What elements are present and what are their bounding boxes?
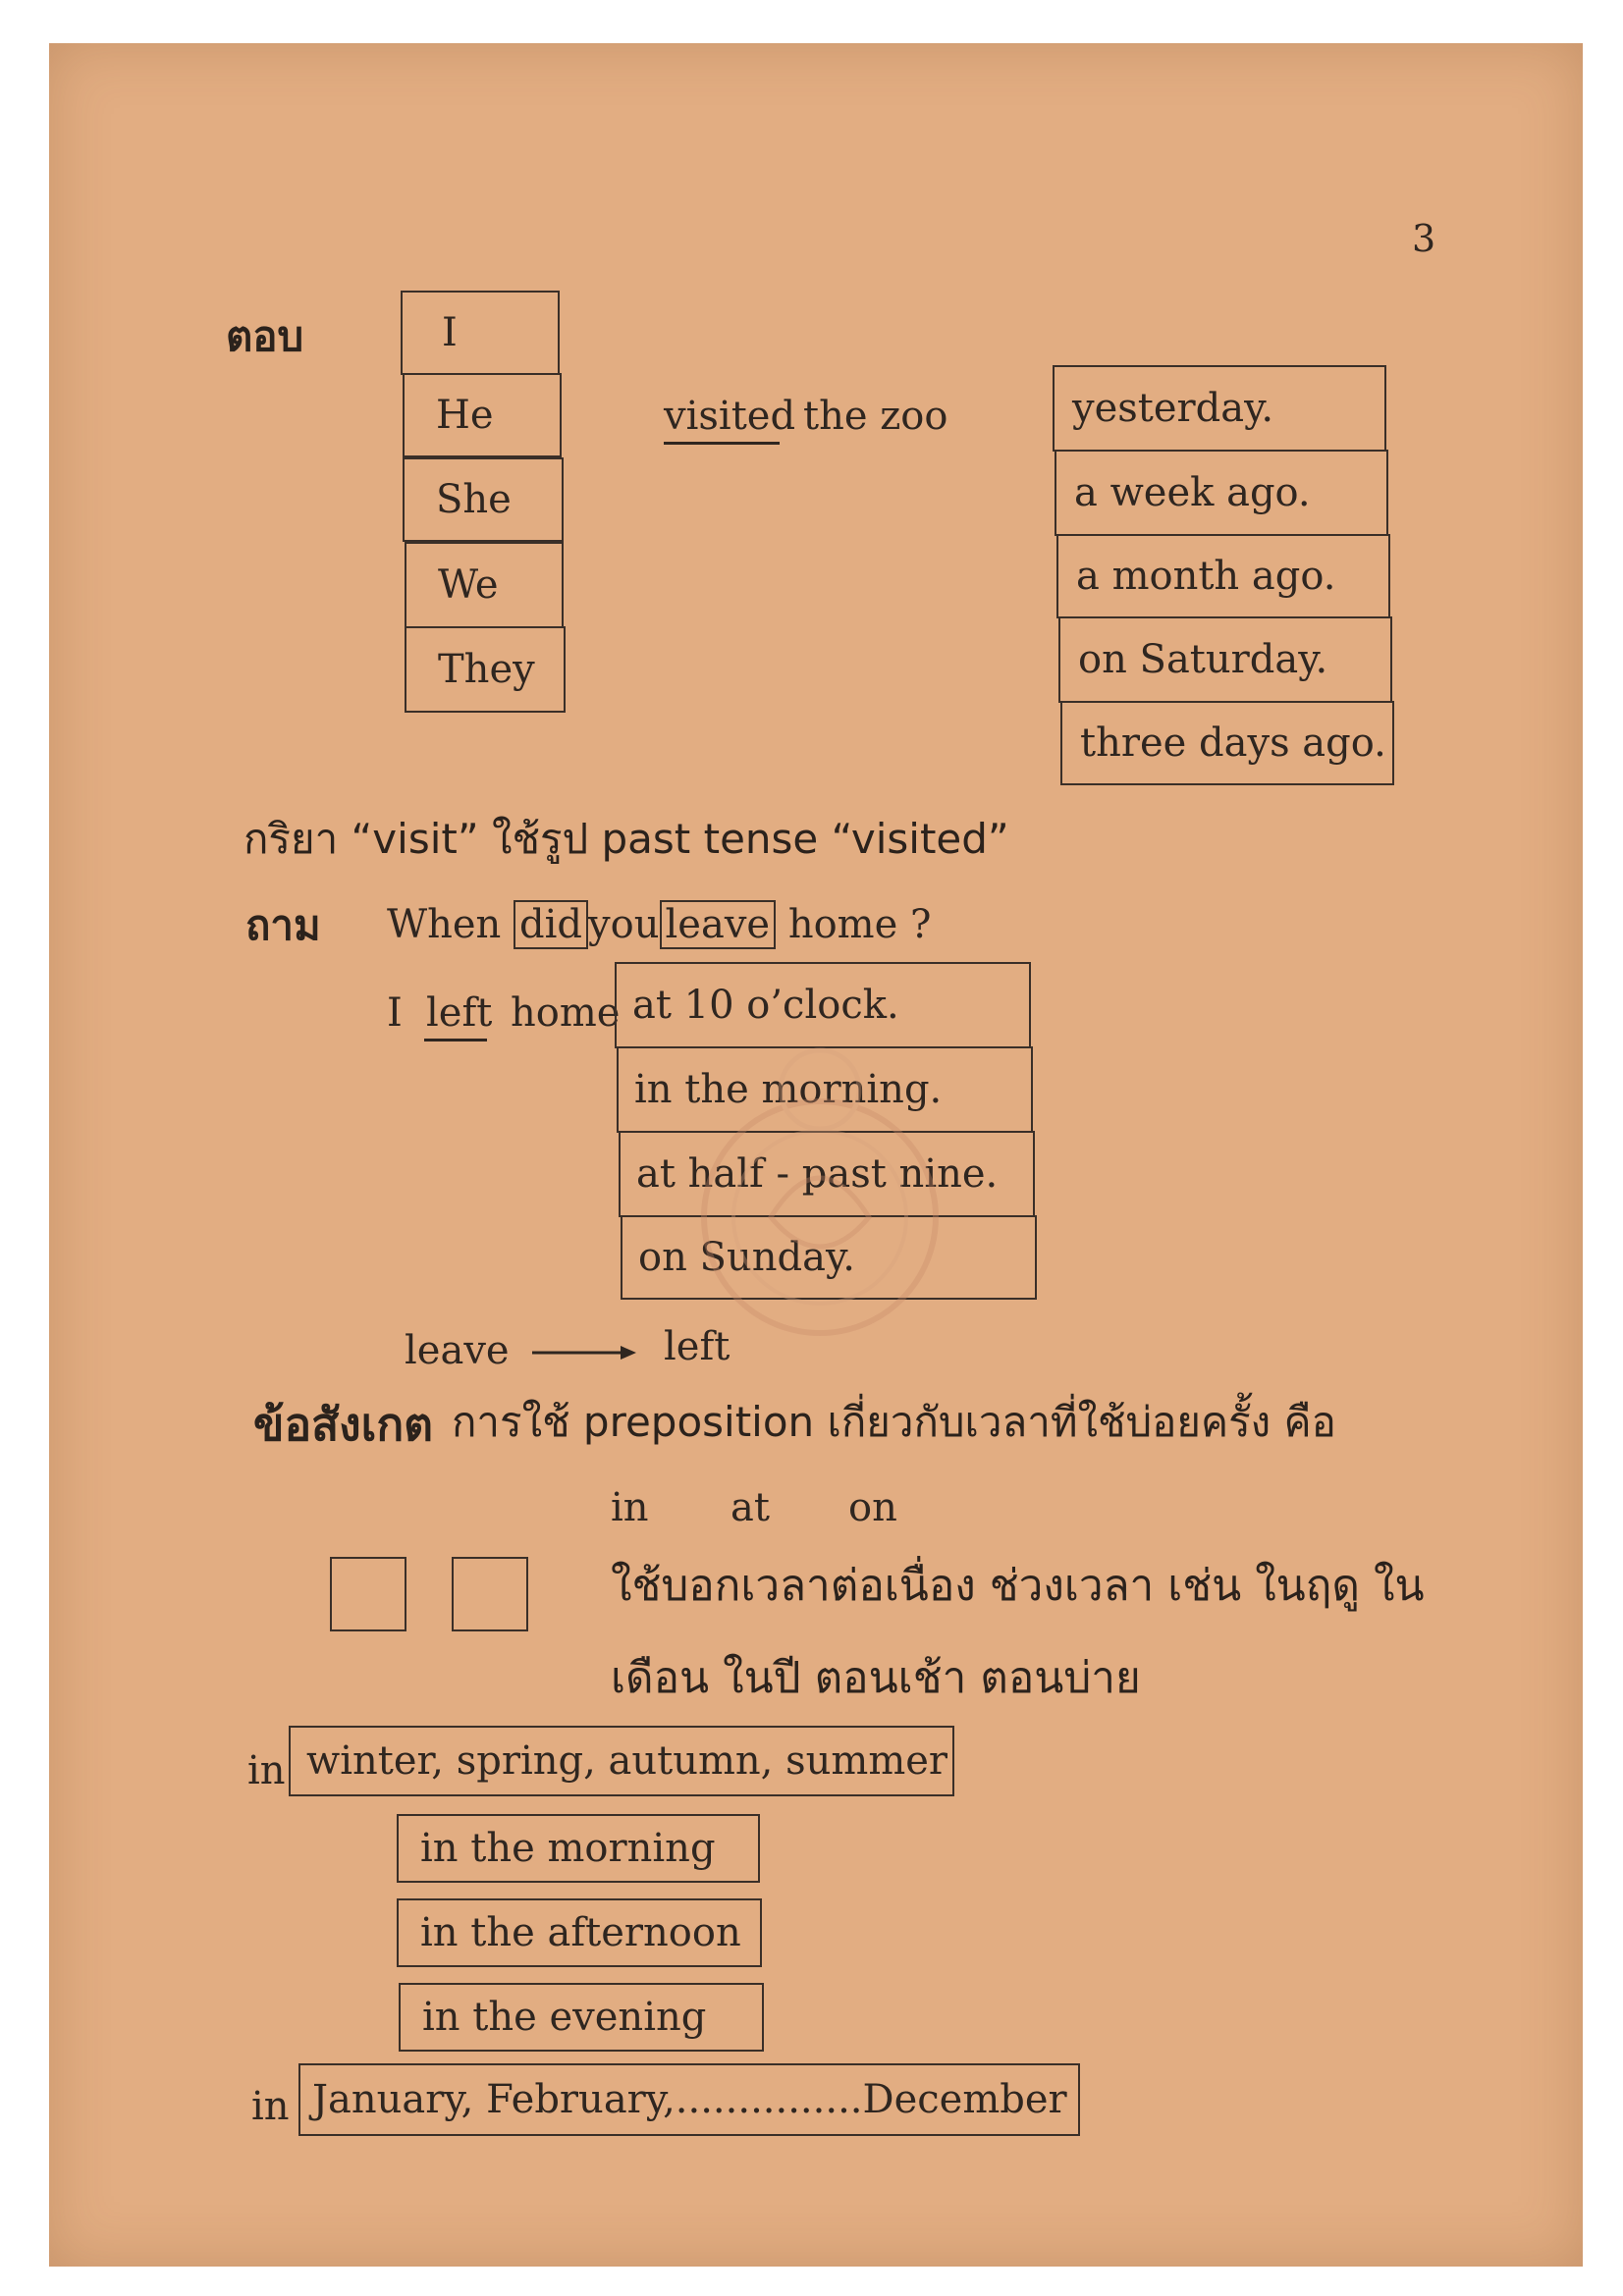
example-seasons-box: winter, spring, autumn, summer [289,1726,954,1796]
example-prefix-in: in [247,1748,286,1793]
page-number: 3 [1412,217,1436,260]
answer-verb: left [426,990,493,1036]
example-prefix-in-months: in [251,2084,290,2129]
time-cell: a month ago. [1056,534,1390,618]
in-usage-line2: เดือน ในปี ตอนเช้า ตอนบ่าย [611,1653,1141,1703]
in-usage-line1: ใช้บอกเวลาต่อเนื่อง ช่วงเวลา เช่น ในฤดู ใน [611,1561,1425,1611]
answer-time-cell: at half - past nine. [619,1131,1035,1217]
empty-square-box [330,1557,406,1631]
subject-cell: They [405,626,566,713]
time-cell: a week ago. [1055,450,1388,536]
question-word-leave: leave [660,900,777,949]
answer-label: ตอบ [226,312,304,360]
verb-underline [664,442,780,445]
verb-change-to: left [664,1324,730,1369]
question-word-did: did [514,900,588,949]
verb-note: กริยา “visit” ใช้รูป past tense “visited” [243,815,1009,863]
example-months-box: January, February,...............December [298,2063,1080,2136]
note-text: การใช้ preposition เกี่ยวกับเวลาที่ใช้บ่อยครั้ง คือ [452,1398,1336,1446]
time-cell: three days ago. [1060,701,1394,785]
subject-cell: We [405,542,564,628]
answer-verb-underline [424,1039,487,1041]
verb-visited: visited [664,394,796,439]
answer-time-cell: at 10 o’clock. [615,962,1031,1048]
example-time-of-day-box: in the evening [399,1983,764,2052]
verb-object: the zoo [803,394,948,439]
subject-cell: I [401,291,560,375]
subject-cell: She [403,457,564,542]
subject-cell: He [403,373,562,457]
question-word-you: you [588,902,660,947]
time-cell: yesterday. [1053,365,1386,452]
emblem-watermark [677,1021,962,1345]
note-label: ข้อสังเกต [253,1398,434,1451]
verb-change-from: leave [405,1328,510,1373]
empty-square-box [452,1557,528,1631]
answer-subject: I [387,990,403,1036]
question-word-home: home ? [787,902,932,947]
preposition-in: in [611,1485,649,1530]
time-cell: on Saturday. [1058,616,1392,703]
preposition-at: at [730,1485,770,1530]
arrow-right-icon [530,1341,638,1364]
answer-object: home [511,990,621,1036]
example-time-of-day-box: in the morning [397,1814,760,1883]
answer-time-cell: in the morning. [617,1046,1033,1133]
answer-time-cell: on Sunday. [621,1215,1037,1300]
question-word-when: When [387,902,502,947]
question-sentence [387,902,932,947]
example-time-of-day-box: in the afternoon [397,1898,762,1967]
preposition-on: on [848,1485,897,1530]
question-label: ถาม [245,901,321,949]
